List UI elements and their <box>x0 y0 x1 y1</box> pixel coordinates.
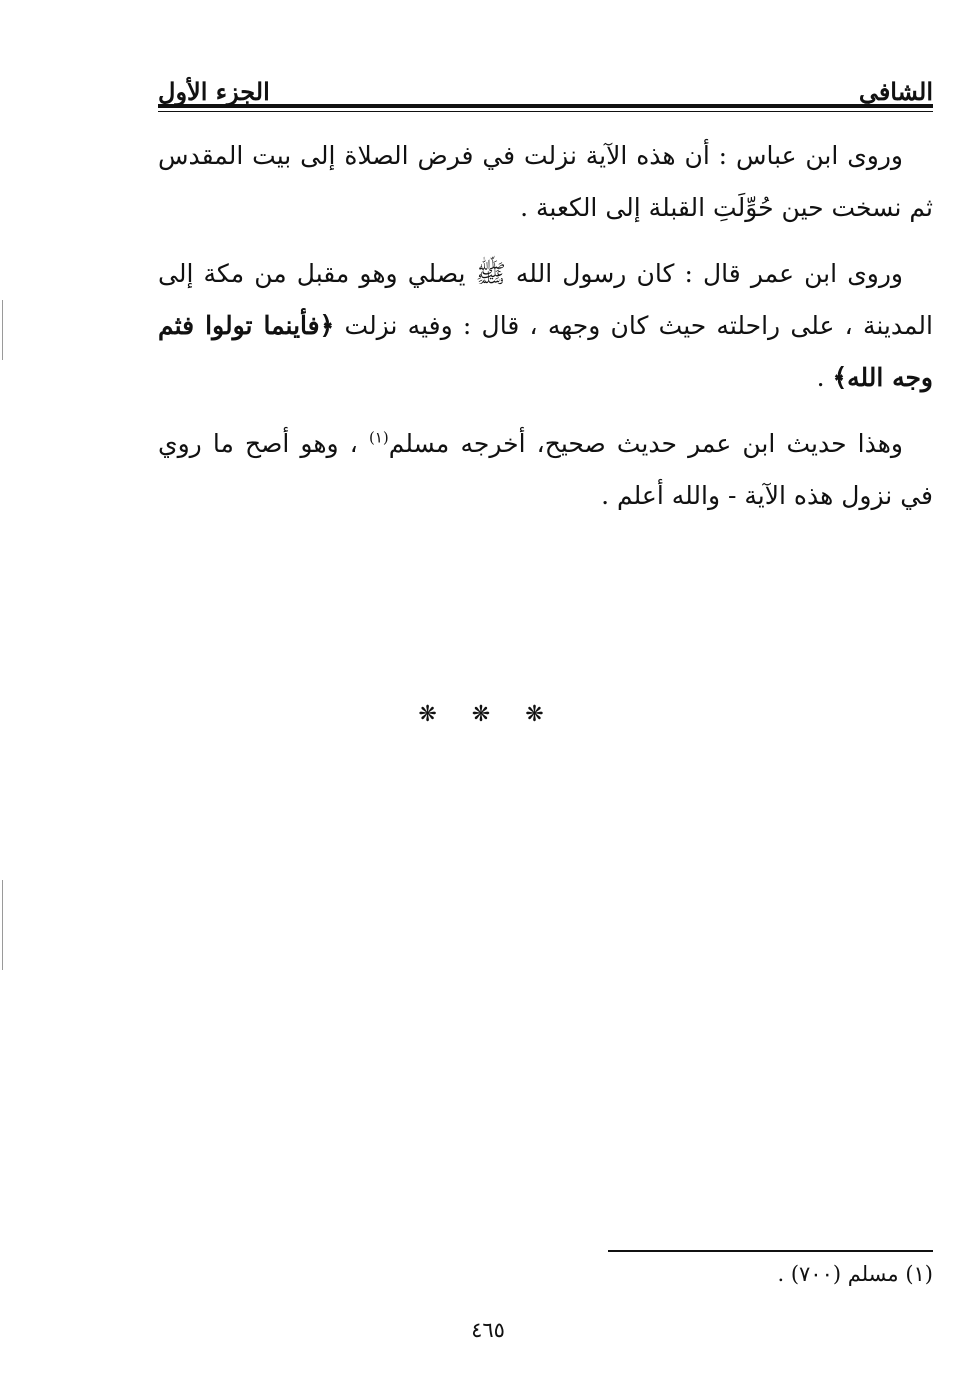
paragraph-1 <box>158 130 933 234</box>
section-separator: ❋ ❋ ❋ <box>418 702 558 727</box>
paragraph-3-end: ، وهو أصح ما روي في نزول هذه الآية - والله أعلم . <box>158 429 933 510</box>
paragraph-2 <box>158 248 933 404</box>
page-number: ٤٦٥ <box>471 1318 505 1342</box>
footnote-reference[interactable]: (١) <box>368 428 389 447</box>
volume-label: الجزء الأول <box>158 77 270 106</box>
header-rule-thin <box>158 111 933 112</box>
body-text <box>158 130 933 532</box>
book-title: الشافي <box>858 77 933 106</box>
running-header <box>158 62 933 106</box>
paragraph-2-end: . <box>816 363 833 392</box>
scan-margin-mark <box>2 300 3 360</box>
header-rule <box>158 104 933 108</box>
footnote-rule <box>608 1250 933 1252</box>
paragraph-1-text: وروى ابن عباس : أن هذه الآية نزلت في فرض الصلاة إلى بيت المقدس ثم نسخت حين حُوِّلَتِ القبلة إلى الكعبة . <box>158 141 933 222</box>
scan-margin-mark <box>2 880 3 970</box>
paragraph-3 <box>158 418 933 522</box>
quran-quote: ﴿فأينما تولوا فثم وجه الله﴾ <box>158 311 933 392</box>
paragraph-3-text: وهذا حديث ابن عمر حديث صحيح، أخرجه مسلم <box>388 429 903 458</box>
footnote: (١) مسلم (٧٠٠) . <box>777 1262 933 1286</box>
paragraph-2-text: وروى ابن عمر قال : كان رسول الله ﷺ يصلي وهو مقبل من مكة إلى المدينة ، على راحلته حيث كان وجهه ، قال : وفيه نزلت <box>158 259 933 340</box>
